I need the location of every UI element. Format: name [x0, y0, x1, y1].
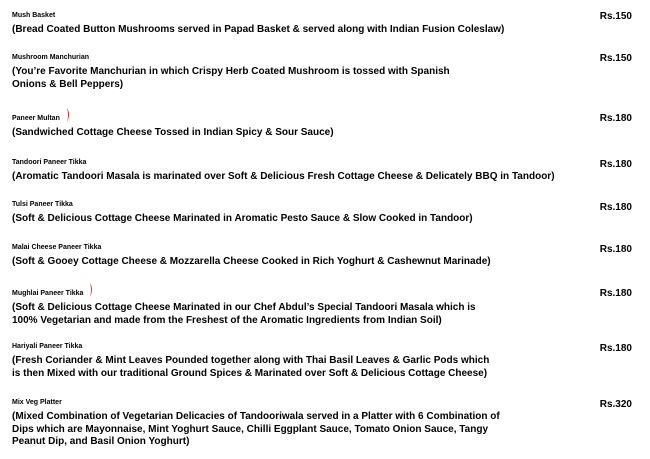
menu-item — [12, 395, 638, 449]
chili-pepper-icon — [66, 108, 71, 122]
item-description: is then Mixed with our traditional Ground Spices & Marinated over Soft & Delicious Cottage Cheese) — [12, 367, 488, 379]
item-description: (Aromatic Tandoori Masala is marinated over Soft & Delicious Fresh Cottage Cheese & Delicately BBQ in Tandoor) — [12, 171, 555, 182]
menu-item — [12, 155, 638, 184]
item-description: Peanut Dip, and Basil Onion Yoghurt) — [12, 436, 190, 447]
item-description: (Sandwiched Cottage Cheese Tossed in Indian Spicy & Sour Sauce) — [12, 127, 334, 138]
item-name: Mush Basket — [12, 12, 56, 19]
item-price: Rs.180 — [599, 288, 632, 299]
item-description: (Fresh Coriander & Mint Leaves Pounded together along with Thai Basil Leaves & Garlic Pods which — [12, 355, 490, 366]
item-description: (Mixed Combination of Vegetarian Delicacies of Tandooriwala served in a Platter with 6 Combination of — [12, 411, 500, 422]
menu-item — [12, 50, 638, 91]
item-price: Rs.180 — [599, 159, 632, 170]
item-name: Tulsi Paneer Tikka — [12, 201, 73, 208]
item-price: Rs.180 — [599, 244, 632, 255]
item-name: Mughlai Paneer Tikka — [12, 290, 84, 297]
item-description: (Bread Coated Button Mushrooms served in Papad Basket & served along with Indian Fusion Coleslaw) — [12, 24, 505, 35]
item-description: (Soft & Delicious Cottage Cheese Marinated in Aromatic Pesto Sauce & Slow Cooked in Tandoor) — [12, 213, 473, 224]
item-description: Onions & Bell Peppers) — [12, 78, 124, 90]
menu-item — [12, 108, 638, 140]
item-description: (Soft & Gooey Cottage Cheese & Mozzarella Cheese Cooked in Rich Yoghurt & Cashewnut Marinade) — [12, 256, 491, 267]
item-name: Mix Veg Platter — [12, 399, 62, 406]
item-name: Paneer Multan — [12, 115, 60, 122]
item-price: Rs.150 — [599, 53, 632, 64]
item-description: 100% Vegetarian and made from the Freshest of the Aromatic Ingredients from Indian Soil) — [12, 314, 442, 326]
chili-pepper-icon — [89, 283, 94, 297]
item-description: (You’re Favorite Manchurian in which Crispy Herb Coated Mushroom is tossed with Spanish — [12, 66, 450, 77]
menu-item — [12, 197, 638, 226]
menu-item — [12, 339, 638, 380]
menu-item — [12, 283, 638, 327]
item-price: Rs.320 — [599, 399, 632, 410]
item-description: (Soft & Delicious Cottage Cheese Marinated in our Chef Abdul’s Special Tandoori Masala which is — [12, 302, 476, 313]
item-name: Tandoori Paneer Tikka — [12, 159, 87, 166]
menu-item — [12, 240, 638, 269]
menu-item — [12, 8, 638, 37]
item-name: Hariyali Paneer Tikka — [12, 343, 83, 350]
item-name: Mushroom Manchurian — [12, 54, 90, 61]
item-price: Rs.180 — [599, 113, 632, 124]
item-name: Malai Cheese Paneer Tikka — [12, 244, 102, 251]
item-price: Rs.150 — [599, 11, 632, 22]
item-price: Rs.180 — [599, 343, 632, 354]
item-price: Rs.180 — [599, 202, 632, 213]
item-description: Dips which are Mayonnaise, Mint Yoghurt Sauce, Chilli Eggplant Sauce, Tomato Onion Sauce, Tangy — [12, 423, 489, 435]
